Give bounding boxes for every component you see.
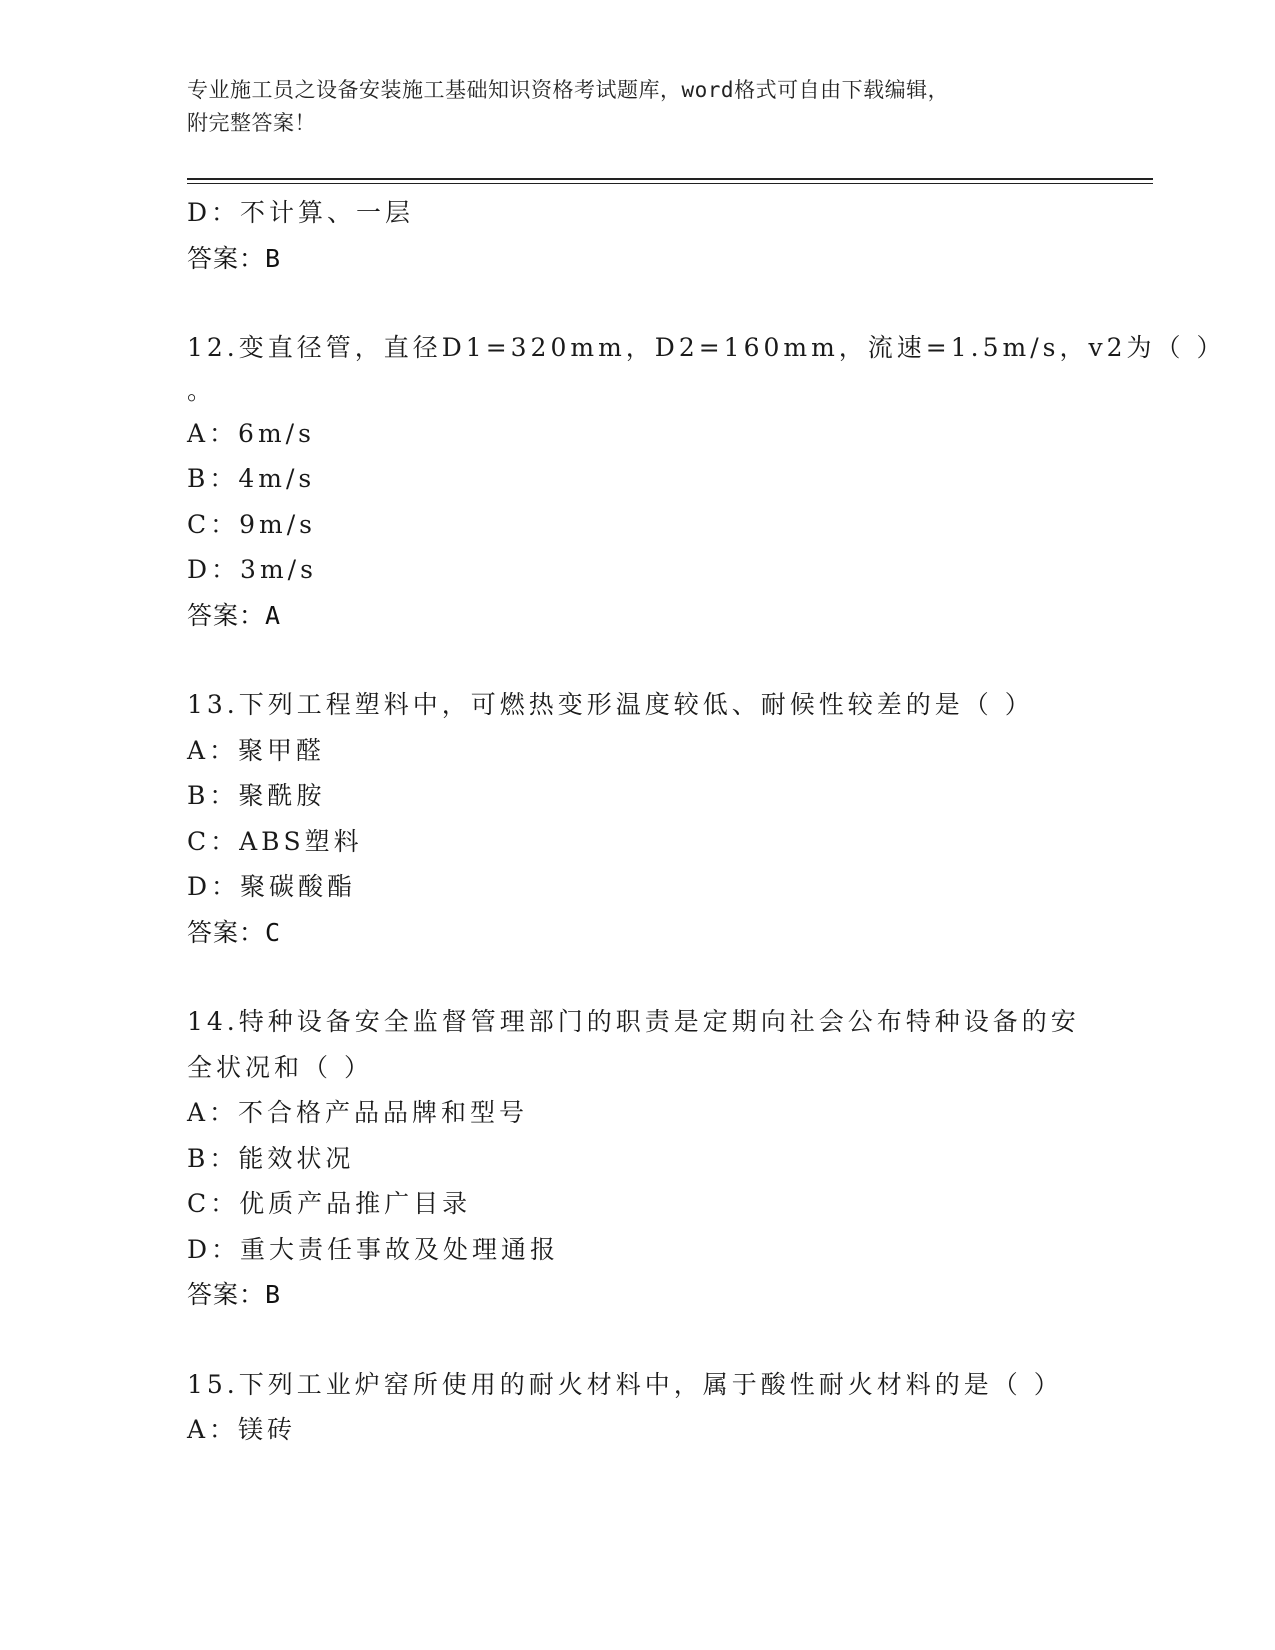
question-12-option-c: C：9m/s	[187, 509, 316, 539]
header-divider-thick	[187, 178, 1153, 180]
question-15	[187, 1362, 1127, 1453]
question-14-stem: 14.特种设备安全监督管理部门的职责是定期向社会公布特种设备的安	[187, 1007, 1080, 1036]
question-gap	[187, 955, 1127, 999]
question-14-stem-continuation: 全状况和（ ）	[187, 1052, 373, 1082]
question-gap	[187, 1318, 1127, 1362]
question-15-option-a: A：镁砖	[187, 1415, 297, 1444]
question-gap	[187, 638, 1127, 682]
question-12-stem: 12.变直径管，直径D1=320mm，D2=160mm，流速=1.5m/s，v2为（ ）	[187, 333, 1226, 362]
question-14-option-b: B：能效状况	[187, 1143, 355, 1173]
question-14-option-a: A：不合格产品品牌和型号	[187, 1098, 529, 1127]
question-14-option-d: D：重大责任事故及处理通报	[187, 1234, 560, 1264]
question-11-answer: 答案：B	[187, 243, 282, 273]
question-11-option-d: D：不计算、一层	[187, 198, 415, 227]
document-header	[187, 74, 1067, 140]
question-12-option-a: A：6m/s	[187, 418, 315, 448]
question-gap	[187, 281, 1127, 325]
question-13-option-b: B：聚酰胺	[187, 781, 326, 810]
header-line-1: 专业施工员之设备安装施工基础知识资格考试题库，word格式可自由下载编辑，	[187, 78, 950, 102]
question-12-option-d: D：3m/s	[187, 555, 317, 584]
question-15-stem: 15.下列工业炉窑所使用的耐火材料中，属于酸性耐火材料的是（ ）	[187, 1369, 1063, 1399]
question-13-option-c: C：ABS塑料	[187, 826, 363, 856]
question-13-stem: 13.下列工程塑料中，可燃热变形温度较低、耐候性较差的是（ ）	[187, 690, 1034, 719]
question-13-option-a: A：聚甲醛	[187, 735, 326, 765]
question-12-option-b: B：4m/s	[187, 464, 316, 493]
question-13	[187, 682, 1127, 955]
question-12-answer: 答案：A	[187, 600, 282, 630]
question-12-stem-continuation: 。	[187, 375, 213, 405]
question-13-answer: 答案：C	[187, 917, 282, 947]
question-14-answer: 答案：B	[187, 1280, 282, 1309]
question-11	[187, 190, 1127, 281]
header-divider-thin	[187, 183, 1153, 184]
header-line-2: 附完整答案！	[187, 111, 316, 135]
question-list	[187, 190, 1226, 1453]
question-13-option-d: D：聚碳酸酯	[187, 872, 357, 901]
question-14-option-c: C：优质产品推广目录	[187, 1189, 472, 1218]
question-14	[187, 999, 1127, 1318]
question-12	[187, 325, 1226, 638]
